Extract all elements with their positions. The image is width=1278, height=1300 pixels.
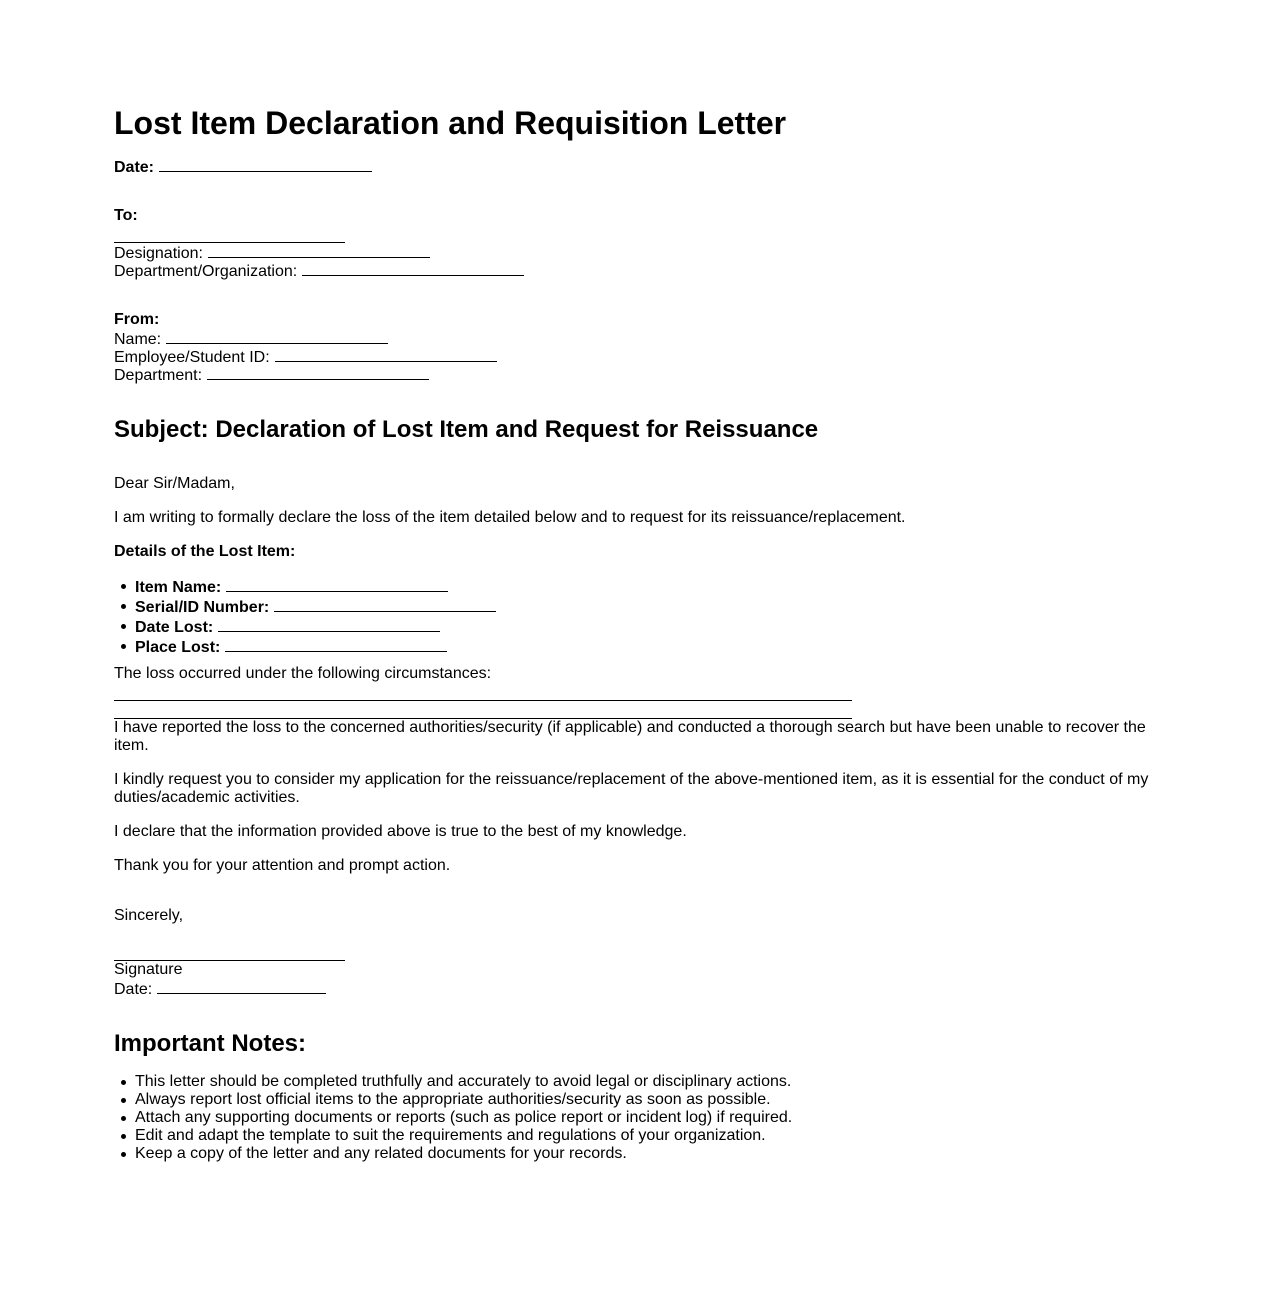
detail-place-lost (135, 637, 496, 657)
signature-date-row (114, 979, 326, 999)
from-id-blank[interactable] (275, 347, 497, 362)
from-label: From: (114, 311, 160, 328)
from-name-row (114, 329, 388, 349)
from-department-label: Department: (114, 367, 203, 384)
signature-label: Signature (114, 961, 183, 978)
from-department-blank[interactable] (207, 365, 429, 380)
notes-heading: Important Notes: (114, 1030, 306, 1057)
page-title: Lost Item Declaration and Requisition Letter (114, 105, 787, 141)
detail-item-name (135, 577, 496, 597)
detail-date-lost-label: Date Lost: (135, 619, 214, 636)
signature-date-blank[interactable] (157, 979, 326, 994)
to-department-row (114, 261, 524, 281)
detail-serial-label: Serial/ID Number: (135, 599, 270, 616)
to-department-blank[interactable] (302, 261, 524, 276)
signature-date-label: Date: (114, 981, 153, 998)
detail-item-name-blank[interactable] (226, 577, 448, 592)
designation-row (114, 243, 430, 263)
note-item: Always report lost official items to the appropriate authorities/security as soon as possible. (135, 1091, 792, 1109)
from-id-row (114, 347, 497, 367)
date-row (114, 157, 372, 177)
detail-item-name-label: Item Name: (135, 579, 222, 596)
note-item: Edit and adapt the template to suit the requirements and regulations of your organization. (135, 1127, 792, 1145)
detail-serial-blank[interactable] (274, 597, 496, 612)
details-heading: Details of the Lost Item: (114, 543, 296, 560)
designation-blank[interactable] (208, 243, 430, 258)
intro-paragraph: I am writing to formally declare the loss of the item detailed below and to request for its reissuance/replacement. (114, 509, 906, 526)
detail-date-lost (135, 617, 496, 637)
detail-place-lost-blank[interactable] (225, 637, 447, 652)
subject-heading: Subject: Declaration of Lost Item and Request for Reissuance (114, 416, 819, 443)
from-department-row (114, 365, 429, 385)
detail-serial (135, 597, 496, 617)
declaration-paragraph: I declare that the information provided above is true to the best of my knowledge. (114, 823, 687, 840)
detail-place-lost-label: Place Lost: (135, 639, 221, 656)
date-label: Date: (114, 159, 155, 176)
to-label: To: (114, 207, 138, 224)
details-list (114, 577, 496, 657)
circumstances-line-1[interactable] (114, 699, 852, 701)
designation-label: Designation: (114, 245, 203, 262)
note-item: This letter should be completed truthfully and accurately to avoid legal or disciplinary actions. (135, 1073, 792, 1090)
reported-paragraph: I have reported the loss to the concerned authorities/security (if applicable) and conducted a thorough search but have been unable to recover the item. (114, 719, 1146, 754)
greeting: Dear Sir/Madam, (114, 475, 235, 492)
notes-list (114, 1073, 792, 1163)
thanks-paragraph: Thank you for your attention and prompt action. (114, 857, 451, 874)
note-item: Attach any supporting documents or reports (such as police report or incident log) if required. (135, 1109, 793, 1126)
to-department-label: Department/Organization: (114, 263, 298, 280)
note-item: Keep a copy of the letter and any related documents for your records. (135, 1145, 792, 1163)
detail-date-lost-blank[interactable] (218, 617, 440, 632)
circumstances-label: The loss occurred under the following circumstances: (114, 665, 492, 682)
from-id-label: Employee/Student ID: (114, 349, 270, 366)
date-blank[interactable] (159, 157, 372, 172)
request-paragraph: I kindly request you to consider my application for the reissuance/replacement of the above-mentioned item, as it is essential for the conduct of my duties/academic activities. (114, 771, 1149, 806)
closing: Sincerely, (114, 907, 184, 924)
from-name-blank[interactable] (166, 329, 388, 344)
from-name-label: Name: (114, 331, 162, 348)
